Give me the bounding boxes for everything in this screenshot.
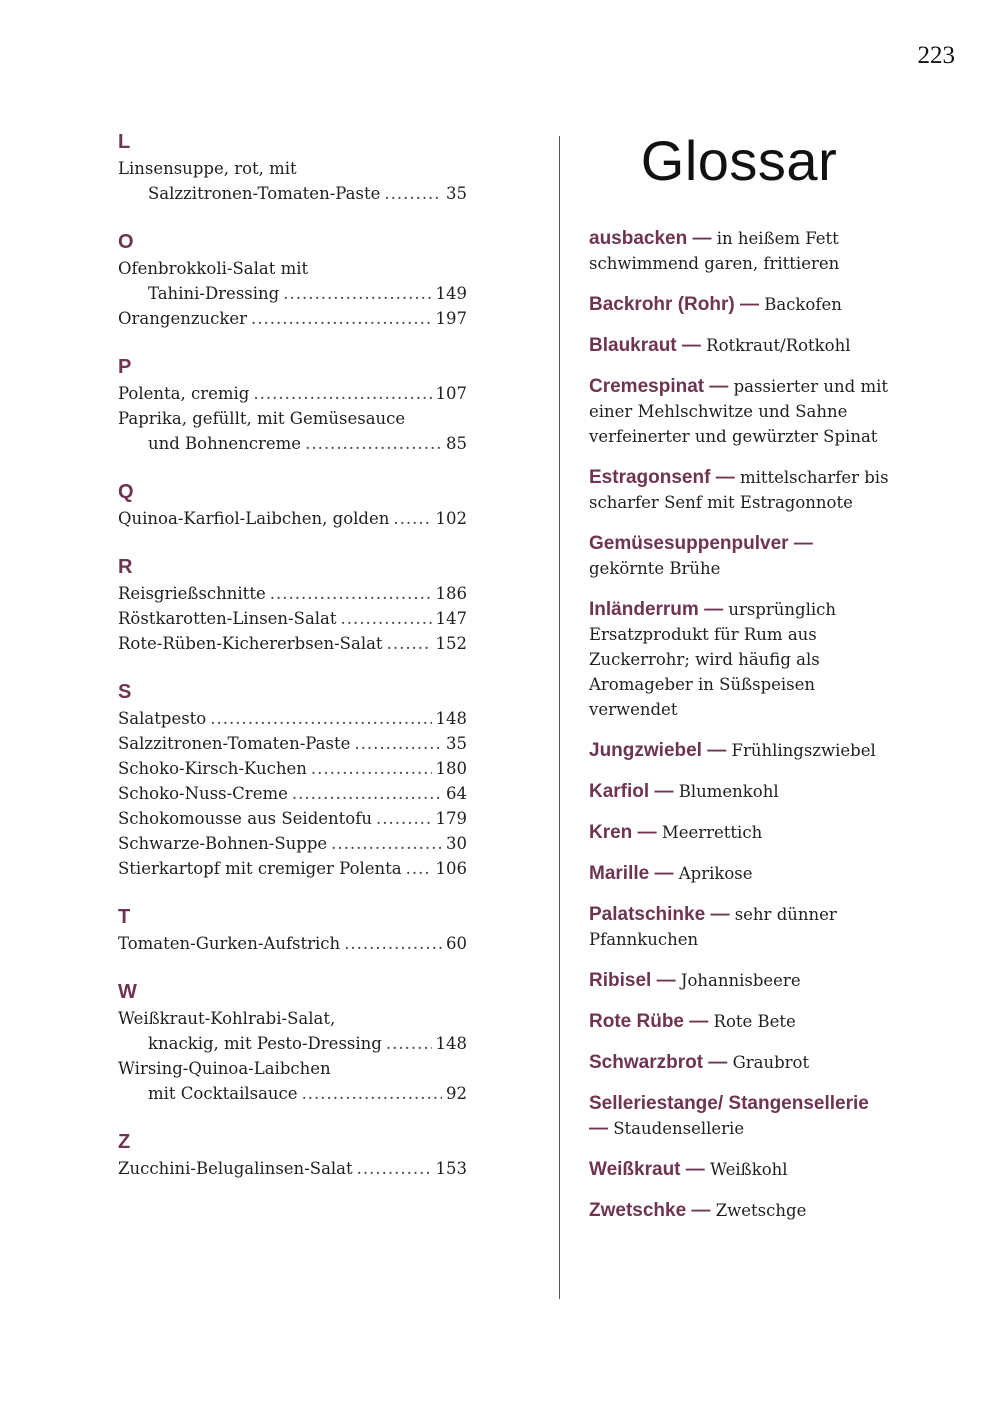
index-page-number: 102 bbox=[435, 509, 467, 528]
index-group-r bbox=[118, 553, 467, 656]
leader-dots bbox=[292, 781, 442, 806]
index-entry bbox=[118, 506, 467, 531]
glossary-term: Backrohr (Rohr) — bbox=[589, 294, 759, 315]
index-entry-title: Schoko-Kirsch-Kuchen bbox=[118, 759, 307, 778]
column-divider bbox=[559, 136, 560, 1299]
index-entry bbox=[118, 831, 467, 856]
index-page-number: 180 bbox=[435, 759, 467, 778]
index-group-q bbox=[118, 478, 467, 531]
glossary-entry bbox=[589, 861, 889, 886]
glossary-term: Kren — bbox=[589, 822, 657, 843]
index-entry bbox=[118, 856, 467, 881]
leader-dots bbox=[305, 431, 442, 456]
index-page-number: 179 bbox=[435, 809, 467, 828]
index-group-w bbox=[118, 978, 467, 1106]
glossary-term: Schwarzbrot — bbox=[589, 1052, 728, 1073]
glossary-definition: passierter und mit einer Mehlschwitze und Sahne verfeinerter und gewürzter Spinat bbox=[589, 377, 889, 446]
index-page-number: 30 bbox=[446, 834, 467, 853]
glossary-entry bbox=[589, 1009, 889, 1034]
leader-dots bbox=[253, 381, 431, 406]
glossary-term: Gemüsesuppenpulver — bbox=[589, 533, 813, 554]
index-page-number: 148 bbox=[435, 709, 467, 728]
glossary-title: Glossar bbox=[640, 129, 838, 192]
glossary-definition: sehr dünner Pfannkuchen bbox=[589, 905, 837, 949]
index-group-s bbox=[118, 678, 467, 881]
leader-dots bbox=[393, 506, 431, 531]
index-page-number: 186 bbox=[435, 584, 467, 603]
glossary-definition: Blumenkohl bbox=[678, 782, 779, 801]
index-entry-title: knackig, mit Pesto-Dressing bbox=[148, 1034, 382, 1053]
glossary-term: Inländerrum — bbox=[589, 599, 724, 620]
index-entry-title: Salzzitronen-Tomaten-Paste bbox=[118, 734, 351, 753]
glossary-definition: ursprünglich Ersatzprodukt für Rum aus Zuckerrohr; wird häufig als Aromageber in Süßspeisen verwendet bbox=[589, 600, 836, 719]
index-entry-title: mit Cocktailsauce bbox=[148, 1084, 298, 1103]
glossary-definition: Frühlingszwiebel bbox=[731, 741, 876, 760]
glossary-entry bbox=[589, 531, 889, 581]
index-entry-title: Orangenzucker bbox=[118, 309, 248, 328]
index-entry-title: Tomaten-Gurken-Aufstrich bbox=[118, 934, 341, 953]
index-entry-title: und Bohnencreme bbox=[148, 434, 302, 453]
leader-dots bbox=[384, 181, 442, 206]
glossary-definition: Rote Bete bbox=[713, 1012, 796, 1031]
glossary-entry bbox=[589, 968, 889, 993]
index-entry-title: Salatpesto bbox=[118, 709, 207, 728]
page-number: 223 bbox=[917, 42, 955, 69]
glossary bbox=[589, 128, 889, 1239]
leader-dots bbox=[406, 856, 432, 881]
glossary-term: Estragonsenf — bbox=[589, 467, 735, 488]
glossary-definition: in heißem Fett schwimmend garen, frittieren bbox=[589, 229, 840, 273]
leader-dots bbox=[283, 281, 431, 306]
index-letter: S bbox=[118, 681, 132, 703]
glossary-entry bbox=[589, 1050, 889, 1075]
glossary-term: ausbacken — bbox=[589, 228, 712, 249]
glossary-term: Marille — bbox=[589, 863, 674, 884]
index-entry-title: Quinoa-Karfiol-Laibchen, golden bbox=[118, 509, 390, 528]
index-entry-title: Paprika, gefüllt, mit Gemüsesauce bbox=[118, 409, 406, 428]
glossary-definition: mittelscharfer bis scharfer Senf mit Estragonnote bbox=[589, 468, 889, 512]
index-entry-title: Polenta, cremig bbox=[118, 384, 250, 403]
glossary-entry bbox=[589, 902, 889, 952]
glossary-entry bbox=[589, 333, 889, 358]
index-entry bbox=[118, 381, 467, 406]
glossary-entry bbox=[589, 1157, 889, 1182]
glossary-definition: Backofen bbox=[764, 295, 842, 314]
leader-dots bbox=[210, 706, 431, 731]
glossary-entry bbox=[589, 738, 889, 763]
glossary-definition: Weißkohl bbox=[710, 1160, 788, 1179]
index-entry-title: Salzzitronen-Tomaten-Paste bbox=[148, 184, 381, 203]
index-group-l bbox=[118, 128, 467, 206]
index-entry bbox=[118, 806, 467, 831]
index-entry bbox=[118, 606, 467, 631]
index-page-number: 153 bbox=[435, 1159, 467, 1178]
glossary-entry bbox=[589, 1198, 889, 1223]
index-group-p bbox=[118, 353, 467, 456]
glossary-term: Karfiol — bbox=[589, 781, 674, 802]
glossary-definition: gekörnte Brühe bbox=[589, 559, 721, 578]
index-letter: L bbox=[118, 131, 131, 153]
index-page-number: 152 bbox=[435, 634, 467, 653]
glossary-entry bbox=[589, 1091, 889, 1141]
index-page-number: 35 bbox=[446, 734, 467, 753]
index-page-number: 35 bbox=[446, 184, 467, 203]
index-entry bbox=[118, 756, 467, 781]
index-entry-title: Schwarze-Bohnen-Suppe bbox=[118, 834, 328, 853]
index-page-number: 107 bbox=[435, 384, 467, 403]
index-entry bbox=[118, 1056, 467, 1106]
glossary-entry bbox=[589, 820, 889, 845]
glossary-entry bbox=[589, 292, 889, 317]
recipe-index bbox=[118, 128, 467, 1203]
index-entry bbox=[118, 406, 467, 456]
glossary-definition: Johannisbeere bbox=[680, 971, 801, 990]
index-entry-title: Wirsing-Quinoa-Laibchen bbox=[118, 1059, 331, 1078]
index-entry bbox=[118, 631, 467, 656]
index-page-number: 148 bbox=[435, 1034, 467, 1053]
glossary-term: Cremespinat — bbox=[589, 376, 729, 397]
glossary-term: Rote Rübe — bbox=[589, 1011, 709, 1032]
glossary-definition: Staudensellerie bbox=[613, 1119, 745, 1138]
index-page-number: 85 bbox=[446, 434, 467, 453]
glossary-entry bbox=[589, 226, 889, 276]
glossary-entry bbox=[589, 374, 889, 449]
glossary-definition: Aprikose bbox=[678, 864, 753, 883]
index-entry-title: Tahini-Dressing bbox=[148, 284, 280, 303]
index-entry bbox=[118, 706, 467, 731]
glossary-definition: Zwetschge bbox=[715, 1201, 807, 1220]
index-group-o bbox=[118, 228, 467, 331]
index-entry-title: Schoko-Nuss-Creme bbox=[118, 784, 288, 803]
index-page-number: 64 bbox=[446, 784, 467, 803]
index-entry-title: Stierkartopf mit cremiger Polenta bbox=[118, 859, 402, 878]
index-letter: Z bbox=[118, 1131, 131, 1153]
leader-dots bbox=[251, 306, 431, 331]
leader-dots bbox=[341, 606, 432, 631]
leader-dots bbox=[386, 1031, 432, 1056]
glossary-term: Palatschinke — bbox=[589, 904, 730, 925]
leader-dots bbox=[387, 631, 432, 656]
leader-dots bbox=[376, 806, 432, 831]
glossary-entry bbox=[589, 465, 889, 515]
leader-dots bbox=[344, 931, 442, 956]
index-entry bbox=[118, 931, 467, 956]
index-entry bbox=[118, 1156, 467, 1181]
leader-dots bbox=[270, 581, 432, 606]
index-page-number: 92 bbox=[446, 1084, 467, 1103]
leader-dots bbox=[357, 1156, 432, 1181]
index-letter: P bbox=[118, 356, 132, 378]
glossary-list bbox=[589, 226, 889, 1223]
index-entry-title: Zucchini-Belugalinsen-Salat bbox=[118, 1159, 353, 1178]
glossary-term: Blaukraut — bbox=[589, 335, 701, 356]
index-letter: O bbox=[118, 231, 134, 253]
index-page-number: 60 bbox=[446, 934, 467, 953]
glossary-definition: Rotkraut/Rotkohl bbox=[706, 336, 851, 355]
glossary-term: Weißkraut — bbox=[589, 1159, 705, 1180]
index-page-number: 149 bbox=[435, 284, 467, 303]
glossary-definition: Graubrot bbox=[732, 1053, 810, 1072]
index-entry bbox=[118, 581, 467, 606]
index-letter: Q bbox=[118, 481, 134, 503]
index-entry bbox=[118, 306, 467, 331]
index-page-number: 197 bbox=[435, 309, 467, 328]
index-page-number: 106 bbox=[435, 859, 467, 878]
index-entry bbox=[118, 781, 467, 806]
index-entry-title: Schokomousse aus Seidentofu bbox=[118, 809, 372, 828]
leader-dots bbox=[302, 1081, 442, 1106]
glossary-term: Ribisel — bbox=[589, 970, 676, 991]
index-letter: T bbox=[118, 906, 131, 928]
index-page-number: 147 bbox=[435, 609, 467, 628]
index-entry-title: Röstkarotten-Linsen-Salat bbox=[118, 609, 337, 628]
index-letter: R bbox=[118, 556, 133, 578]
index-entry-title: Weißkraut-Kohlrabi-Salat, bbox=[118, 1009, 336, 1028]
index-entry-title: Linsensuppe, rot, mit bbox=[118, 159, 297, 178]
glossary-term: Zwetschke — bbox=[589, 1200, 711, 1221]
index-entry-title: Rote-Rüben-Kichererbsen-Salat bbox=[118, 634, 383, 653]
glossary-entry bbox=[589, 597, 889, 722]
glossary-definition: Meerrettich bbox=[661, 823, 763, 842]
index-letter: W bbox=[118, 981, 137, 1003]
index-entry-title: Reisgrießschnitte bbox=[118, 584, 266, 603]
glossary-term: Selleriestange/ Stangensellerie — bbox=[589, 1093, 869, 1139]
index-group-z bbox=[118, 1128, 467, 1181]
leader-dots bbox=[354, 731, 442, 756]
glossary-term: Jungzwiebel — bbox=[589, 740, 727, 761]
index-group-t bbox=[118, 903, 467, 956]
leader-dots bbox=[311, 756, 432, 781]
index-entry bbox=[118, 256, 467, 306]
glossary-entry bbox=[589, 779, 889, 804]
leader-dots bbox=[331, 831, 442, 856]
index-entry bbox=[118, 731, 467, 756]
index-entry bbox=[118, 1006, 467, 1056]
index-entry bbox=[118, 156, 467, 206]
index-entry-title: Ofenbrokkoli-Salat mit bbox=[118, 259, 309, 278]
